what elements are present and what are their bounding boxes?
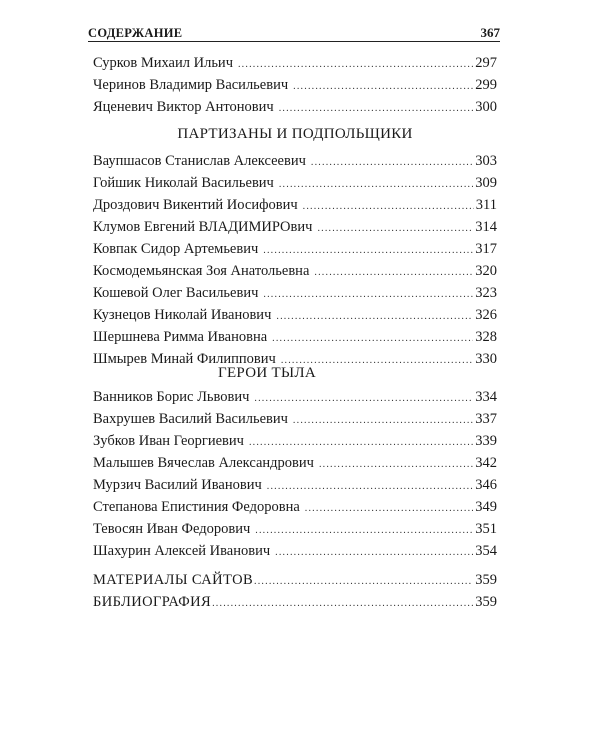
toc-entry-page: 328 (475, 329, 497, 345)
toc-entry-page: 349 (475, 499, 497, 515)
toc-entry-name: МАТЕРИАЛЫ САЙТОВ (93, 572, 254, 588)
toc-entry (93, 592, 497, 612)
toc-entry-name: Ванников Борис Львович (93, 389, 250, 405)
toc-entry (93, 151, 497, 171)
toc-entry (93, 195, 497, 215)
dot-leader (212, 594, 473, 614)
toc-entry-page: 334 (475, 389, 497, 405)
toc-entry-page: 351 (475, 521, 497, 537)
toc-entry-page: 309 (475, 175, 497, 191)
toc-entry-page: 303 (475, 153, 497, 169)
toc-entry-page: 337 (475, 411, 497, 427)
toc-entry (93, 327, 497, 347)
toc-entry (93, 475, 497, 495)
toc-entry (93, 305, 497, 325)
dot-leader (263, 285, 473, 305)
header-rule (88, 41, 500, 42)
dot-leader (311, 153, 473, 173)
toc-entry-page: 326 (475, 307, 497, 323)
toc-entry (93, 97, 497, 117)
toc-entry (93, 217, 497, 237)
running-head-title: СОДЕРЖАНИЕ (88, 26, 183, 40)
toc-entry-name: Вахрушев Василий Васильевич (93, 411, 288, 427)
toc-entry-name: Гойшик Николай Васильевич (93, 175, 274, 191)
toc-entry-name: Кузнецов Николай Иванович (93, 307, 272, 323)
toc-entry-name: Малышев Вячеслав Александрович (93, 455, 314, 471)
toc-entry-page: 339 (475, 433, 497, 449)
dot-leader (249, 433, 473, 453)
toc-entry-name: Тевосян Иван Федорович (93, 521, 251, 537)
toc-entry-name: Шахурин Алексей Иванович (93, 543, 271, 559)
toc-entry-page: 300 (475, 99, 497, 115)
dot-leader (279, 175, 473, 195)
section-title: ПАРТИЗАНЫ И ПОДПОЛЬЩИКИ (177, 126, 413, 142)
toc-entry-name: Яценевич Виктор Антонович (93, 99, 274, 115)
dot-leader (293, 411, 473, 431)
dot-leader (319, 455, 473, 475)
section-title: ГЕРОИ ТЫЛА (217, 365, 317, 381)
toc-entry-page: 346 (475, 477, 497, 493)
toc-entry-name: Мурзич Василий Иванович (93, 477, 262, 493)
toc-entry-name: Клумов Евгений ВЛАДИМИРОвич (93, 219, 313, 235)
dot-leader (303, 197, 474, 217)
dot-leader (279, 99, 474, 119)
toc-entry-page: 299 (475, 77, 497, 93)
toc-entry (93, 53, 497, 73)
toc-entry (93, 283, 497, 303)
dot-leader (275, 543, 473, 563)
toc-entry-name: Ковпак Сидор Артемьевич (93, 241, 259, 257)
toc-entry-name: Дроздович Викентий Иосифович (93, 197, 298, 213)
toc-entry (93, 541, 497, 561)
toc-entry (93, 453, 497, 473)
toc-entry-name: Черинов Владимир Васильевич (93, 77, 289, 93)
toc-entry-name: Зубков Иван Георгиевич (93, 433, 244, 449)
toc-entry (93, 239, 497, 259)
dot-leader (255, 521, 473, 541)
toc-entry-name: Шмырев Минай Филиппович (93, 351, 276, 367)
dot-leader (317, 219, 473, 239)
toc-entry-page: 317 (475, 241, 497, 257)
dot-leader (305, 499, 473, 519)
dot-leader (254, 389, 473, 409)
toc-entry (93, 409, 497, 429)
toc-entry-page: 297 (475, 55, 497, 71)
toc-entry-page: 314 (475, 219, 497, 235)
toc-entry-page: 359 (475, 594, 497, 610)
dot-leader (276, 307, 473, 327)
toc-entry (93, 570, 497, 590)
toc-entry-name: Космодемьянская Зоя Анатольевна (93, 263, 310, 279)
toc-entry (93, 173, 497, 193)
toc-entry-page: 330 (475, 351, 497, 367)
toc-entry-page: 342 (475, 455, 497, 471)
toc-entry-name: Степанова Епистиния Федоровна (93, 499, 300, 515)
toc-entry-name: Кошевой Олег Васильевич (93, 285, 259, 301)
toc-entry-page: 320 (475, 263, 497, 279)
toc-entry-page: 323 (475, 285, 497, 301)
toc-entry-page: 311 (475, 197, 497, 213)
dot-leader (272, 329, 473, 349)
dot-leader (314, 263, 473, 283)
toc-entry (93, 519, 497, 539)
toc-entry (93, 431, 497, 451)
toc-entry (93, 387, 497, 407)
toc-entry-name: Ваупшасов Станислав Алексеевич (93, 153, 306, 169)
toc-entry (93, 261, 497, 281)
dot-leader (238, 55, 473, 75)
dot-leader (267, 477, 473, 497)
toc-entry (93, 75, 497, 95)
toc-entry-name: БИБЛИОГРАФИЯ (93, 594, 212, 610)
toc-entry-page: 359 (475, 572, 497, 588)
toc-entry-name: Шершнева Римма Ивановна (93, 329, 268, 345)
toc-entry-page: 354 (475, 543, 497, 559)
dot-leader (254, 572, 473, 592)
dot-leader (293, 77, 473, 97)
toc-entry (93, 497, 497, 517)
running-head-page-number: 367 (480, 25, 500, 40)
dot-leader (263, 241, 473, 261)
toc-entry-name: Сурков Михаил Ильич (93, 55, 233, 71)
